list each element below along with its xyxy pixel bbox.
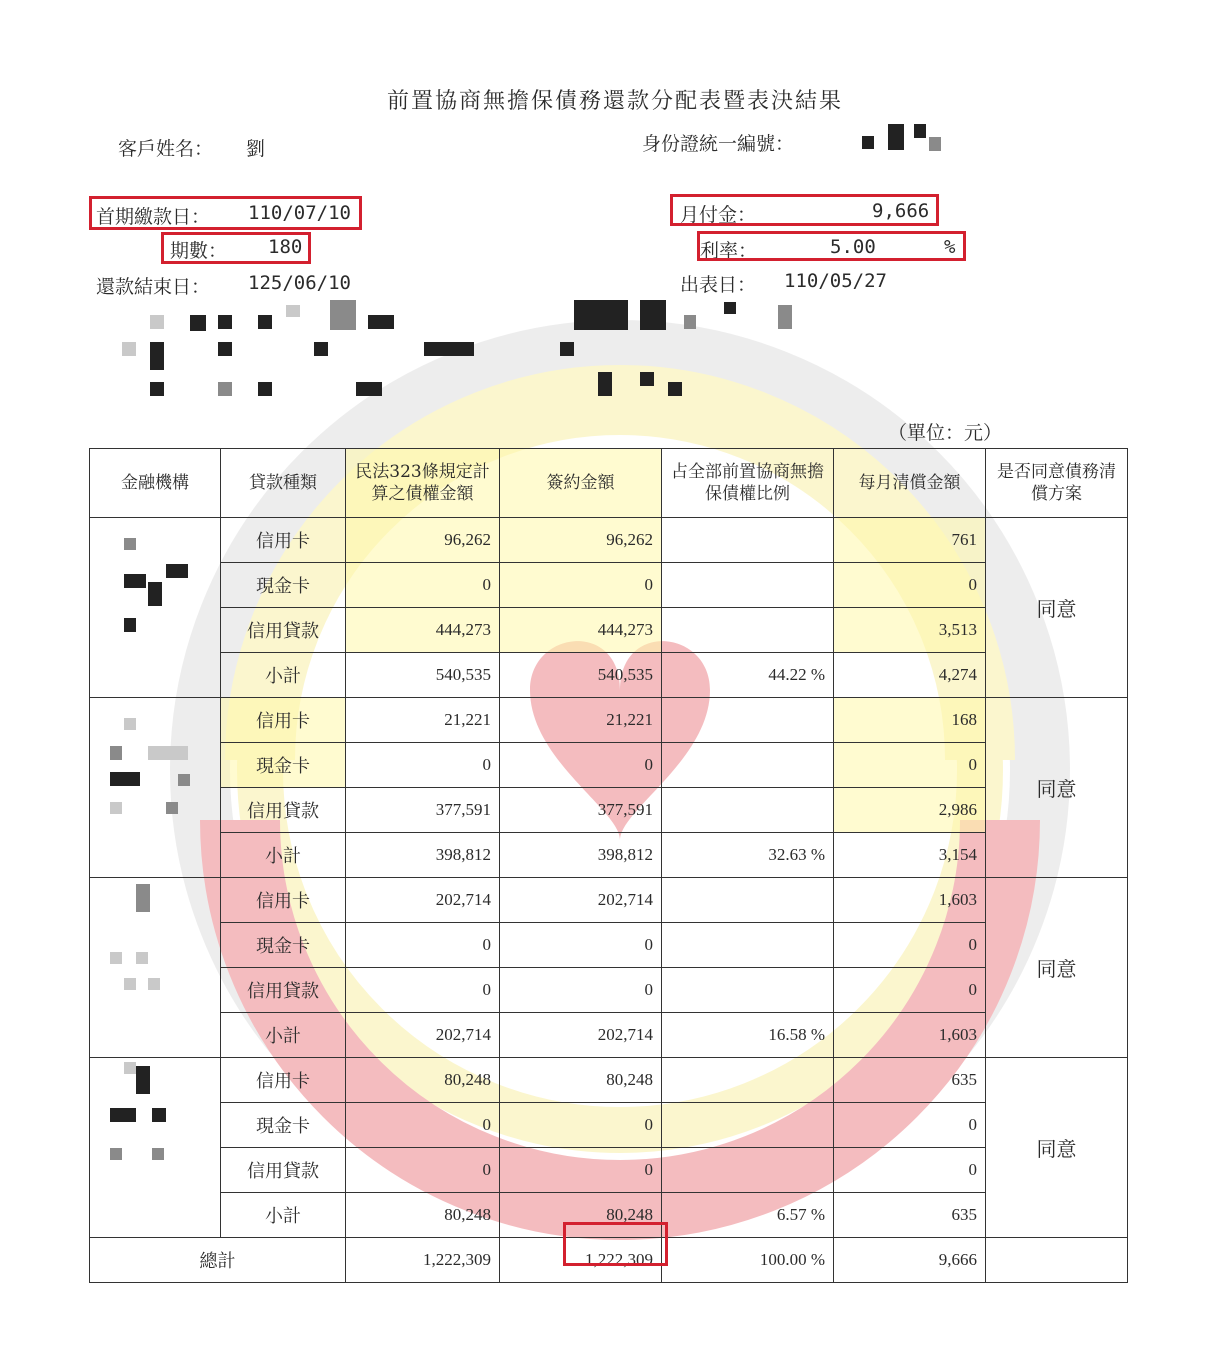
end-date: 125/06/10 bbox=[248, 272, 351, 294]
redacted-institution bbox=[110, 1148, 122, 1160]
redacted-institution bbox=[136, 952, 148, 964]
ratio bbox=[662, 518, 834, 563]
redacted-id bbox=[914, 124, 926, 138]
document-title: 前置協商無擔保債務還款分配表暨表決結果 bbox=[386, 89, 843, 114]
contract-amount: 202,714 bbox=[500, 1013, 662, 1058]
redacted-institution bbox=[148, 582, 162, 606]
loan-type: 小計 bbox=[221, 1193, 346, 1238]
interest-rate-value: 5.00 bbox=[830, 236, 876, 258]
first-payment-date: 110/07/10 bbox=[248, 202, 351, 224]
redacted-institution bbox=[166, 564, 188, 578]
loan-type: 小計 bbox=[221, 1013, 346, 1058]
monthly-amount: 0 bbox=[834, 1148, 986, 1193]
loan-type: 信用卡 bbox=[221, 698, 346, 743]
table-row bbox=[90, 968, 1128, 1013]
loan-type: 信用貸款 bbox=[221, 788, 346, 833]
redacted-institution bbox=[124, 1062, 136, 1074]
ratio bbox=[662, 788, 834, 833]
legal-amount: 0 bbox=[346, 743, 500, 788]
loan-type: 信用貸款 bbox=[221, 608, 346, 653]
ratio bbox=[662, 563, 834, 608]
monthly-amount: 761 bbox=[834, 518, 986, 563]
redacted-institution bbox=[166, 802, 178, 814]
redacted-id bbox=[929, 137, 941, 151]
table-row bbox=[90, 878, 1128, 923]
redacted-institution bbox=[124, 978, 136, 990]
institution-cell bbox=[90, 698, 221, 878]
loan-type: 信用貸款 bbox=[221, 968, 346, 1013]
table-row bbox=[90, 1013, 1128, 1058]
highlight-box bbox=[670, 194, 939, 226]
contract-amount: 0 bbox=[500, 923, 662, 968]
col-header-agree: 是否同意債務清償方案 bbox=[986, 449, 1128, 518]
col-header-contract-amount: 簽約金額 bbox=[500, 449, 662, 518]
col-header-institution: 金融機構 bbox=[90, 449, 221, 518]
contract-amount: 202,714 bbox=[500, 878, 662, 923]
table-row bbox=[90, 1058, 1128, 1103]
loan-type: 信用卡 bbox=[221, 518, 346, 563]
contract-amount: 80,248 bbox=[500, 1058, 662, 1103]
ratio: 44.22 % bbox=[662, 653, 834, 698]
legal-amount: 202,714 bbox=[346, 1013, 500, 1058]
contract-amount: 444,273 bbox=[500, 608, 662, 653]
monthly-payment-value: 9,666 bbox=[872, 200, 930, 222]
total-ratio: 100.00 % bbox=[662, 1238, 834, 1283]
redacted-institution bbox=[136, 1066, 150, 1094]
highlight-box bbox=[697, 231, 966, 261]
table-row bbox=[90, 608, 1128, 653]
periods-label: 期數： bbox=[170, 240, 228, 262]
agree-status: 同意 bbox=[986, 698, 1128, 878]
unit-note: （單位：元） bbox=[888, 422, 1003, 444]
legal-amount: 96,262 bbox=[346, 518, 500, 563]
monthly-amount: 0 bbox=[834, 968, 986, 1013]
legal-amount: 0 bbox=[346, 1103, 500, 1148]
monthly-amount: 0 bbox=[834, 1103, 986, 1148]
contract-amount: 0 bbox=[500, 563, 662, 608]
loan-type: 現金卡 bbox=[221, 923, 346, 968]
monthly-amount: 3,513 bbox=[834, 608, 986, 653]
agree-status: 同意 bbox=[986, 1058, 1128, 1238]
table-row bbox=[90, 1103, 1128, 1148]
monthly-amount: 0 bbox=[834, 743, 986, 788]
contract-amount: 21,221 bbox=[500, 698, 662, 743]
legal-amount: 0 bbox=[346, 1148, 500, 1193]
highlight-box bbox=[563, 1222, 668, 1266]
redacted-institution bbox=[110, 746, 122, 760]
table-header-row bbox=[90, 449, 1128, 518]
ratio bbox=[662, 923, 834, 968]
monthly-amount: 4,274 bbox=[834, 653, 986, 698]
loan-type: 小計 bbox=[221, 833, 346, 878]
col-header-legal-amount: 民法323條規定計算之債權金額 bbox=[346, 449, 500, 518]
legal-amount: 0 bbox=[346, 923, 500, 968]
agree-status: 同意 bbox=[986, 878, 1128, 1058]
ratio bbox=[662, 968, 834, 1013]
monthly-payment-label: 月付金： bbox=[680, 204, 757, 226]
contract-amount: 540,535 bbox=[500, 653, 662, 698]
total-label: 總計 bbox=[90, 1238, 346, 1283]
redacted-institution bbox=[110, 802, 122, 814]
legal-amount: 0 bbox=[346, 563, 500, 608]
contract-amount: 0 bbox=[500, 743, 662, 788]
contract-amount: 0 bbox=[500, 1103, 662, 1148]
table-row bbox=[90, 833, 1128, 878]
highlight-box bbox=[89, 196, 362, 230]
redacted-id bbox=[862, 136, 874, 149]
legal-amount: 202,714 bbox=[346, 878, 500, 923]
loan-type: 信用貸款 bbox=[221, 1148, 346, 1193]
issue-date: 110/05/27 bbox=[784, 270, 887, 292]
monthly-amount: 1,603 bbox=[834, 1013, 986, 1058]
total-legal-amount: 1,222,309 bbox=[346, 1238, 500, 1283]
col-header-monthly: 每月清償金額 bbox=[834, 449, 986, 518]
institution-cell bbox=[90, 1058, 221, 1238]
table-row bbox=[90, 698, 1128, 743]
id-number-label: 身份證統一編號： bbox=[642, 133, 795, 155]
monthly-amount: 3,154 bbox=[834, 833, 986, 878]
legal-amount: 540,535 bbox=[346, 653, 500, 698]
ratio: 16.58 % bbox=[662, 1013, 834, 1058]
monthly-amount: 168 bbox=[834, 698, 986, 743]
end-date-label: 還款結束日： bbox=[96, 276, 211, 298]
loan-type: 現金卡 bbox=[221, 563, 346, 608]
legal-amount: 377,591 bbox=[346, 788, 500, 833]
ratio bbox=[662, 743, 834, 788]
legal-amount: 21,221 bbox=[346, 698, 500, 743]
table-row bbox=[90, 788, 1128, 833]
ratio: 32.63 % bbox=[662, 833, 834, 878]
legal-amount: 80,248 bbox=[346, 1193, 500, 1238]
periods-value: 180 bbox=[268, 236, 303, 258]
contract-amount: 0 bbox=[500, 1148, 662, 1193]
ratio bbox=[662, 1103, 834, 1148]
contract-amount: 80,248 bbox=[500, 1193, 662, 1238]
legal-amount: 0 bbox=[346, 968, 500, 1013]
interest-rate-unit: % bbox=[944, 236, 956, 258]
redacted-institution bbox=[148, 746, 188, 760]
loan-type: 信用卡 bbox=[221, 878, 346, 923]
ratio bbox=[662, 1058, 834, 1103]
legal-amount: 80,248 bbox=[346, 1058, 500, 1103]
monthly-amount: 0 bbox=[834, 563, 986, 608]
table-row bbox=[90, 518, 1128, 563]
redacted-institution bbox=[152, 1148, 164, 1160]
table-row bbox=[90, 653, 1128, 698]
agree-status: 同意 bbox=[986, 518, 1128, 698]
redacted-institution bbox=[178, 774, 190, 786]
total-agree bbox=[986, 1238, 1128, 1283]
loan-type: 現金卡 bbox=[221, 743, 346, 788]
contract-amount: 0 bbox=[500, 968, 662, 1013]
monthly-amount: 635 bbox=[834, 1193, 986, 1238]
col-header-ratio: 占全部前置協商無擔保債權比例 bbox=[662, 449, 834, 518]
redacted-institution bbox=[148, 978, 160, 990]
redacted-institution bbox=[124, 574, 146, 588]
loan-type: 信用卡 bbox=[221, 1058, 346, 1103]
redacted-id bbox=[888, 124, 904, 150]
total-contract-value: 1,222,309 bbox=[585, 1250, 653, 1269]
redacted-institution bbox=[124, 538, 136, 550]
issue-date-label: 出表日： bbox=[680, 274, 757, 296]
redacted-institution bbox=[152, 1108, 166, 1122]
highlight-box bbox=[161, 232, 311, 264]
ratio bbox=[662, 698, 834, 743]
redacted-institution bbox=[136, 884, 150, 912]
col-header-loan-type: 貸款種類 bbox=[221, 449, 346, 518]
monthly-amount: 635 bbox=[834, 1058, 986, 1103]
interest-rate-label: 利率： bbox=[700, 240, 758, 262]
client-name: 劉 bbox=[246, 138, 266, 160]
institution-cell bbox=[90, 878, 221, 1058]
redacted-institution bbox=[110, 952, 122, 964]
client-name-label: 客戶姓名： bbox=[118, 138, 214, 160]
ratio bbox=[662, 608, 834, 653]
institution-cell bbox=[90, 518, 221, 698]
redacted-institution bbox=[124, 618, 136, 632]
ratio bbox=[662, 878, 834, 923]
table-row bbox=[90, 923, 1128, 968]
loan-type: 小計 bbox=[221, 653, 346, 698]
redacted-institution bbox=[110, 772, 140, 786]
monthly-amount: 0 bbox=[834, 923, 986, 968]
monthly-amount: 1,603 bbox=[834, 878, 986, 923]
ratio bbox=[662, 1148, 834, 1193]
monthly-amount: 2,986 bbox=[834, 788, 986, 833]
total-monthly-amount: 9,666 bbox=[834, 1238, 986, 1283]
ratio: 6.57 % bbox=[662, 1193, 834, 1238]
table-row bbox=[90, 563, 1128, 608]
contract-amount: 377,591 bbox=[500, 788, 662, 833]
legal-amount: 444,273 bbox=[346, 608, 500, 653]
legal-amount: 398,812 bbox=[346, 833, 500, 878]
table-row bbox=[90, 1148, 1128, 1193]
redacted-institution bbox=[110, 1108, 136, 1122]
table-row bbox=[90, 743, 1128, 788]
contract-amount: 398,812 bbox=[500, 833, 662, 878]
contract-amount: 96,262 bbox=[500, 518, 662, 563]
debt-distribution-table bbox=[89, 448, 1127, 1283]
redacted-institution bbox=[124, 718, 136, 730]
first-payment-label: 首期繳款日： bbox=[96, 206, 211, 228]
loan-type: 現金卡 bbox=[221, 1103, 346, 1148]
